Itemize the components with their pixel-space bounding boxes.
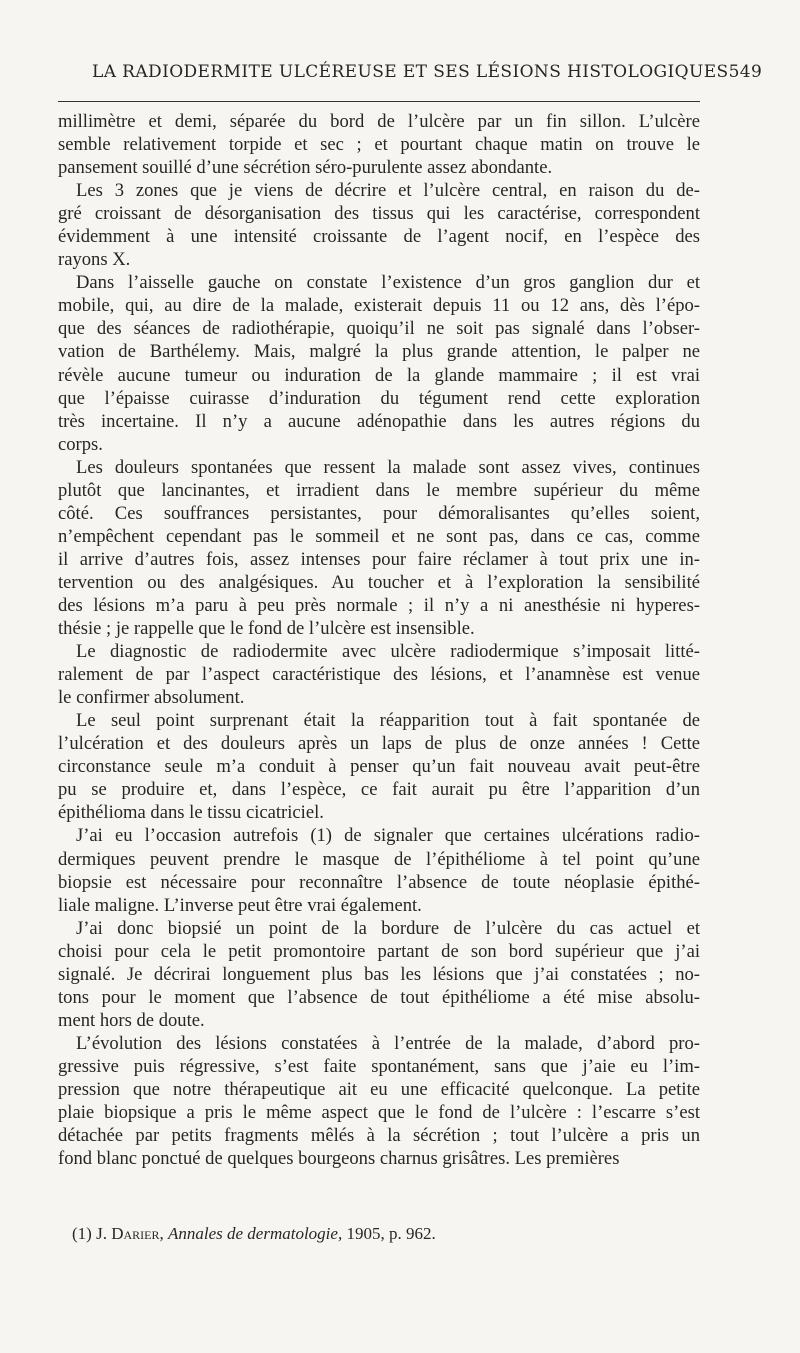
text-line: n’empêchent cependant pas le sommeil et ne sont pas, dans ce cas, comme xyxy=(58,525,700,547)
text-line: signalé. Je décrirai longuement plus bas les lésions que j’ai constatées ; no- xyxy=(58,963,700,985)
text-line: très incertaine. Il n’y a aucune adénopathie dans les autres régions du xyxy=(58,410,700,432)
text-line: Les douleurs spontanées que ressent la malade sont assez vives, continues xyxy=(76,456,700,478)
text-line: pansement souillé d’une sécrétion séro-purulente assez abondante. xyxy=(58,157,553,179)
running-title: LA RADIODERMITE ULCÉREUSE ET SES LÉSIONS HISTOLOGIQUES xyxy=(92,62,729,82)
text-line: mobile, qui, au dire de la malade, existerait depuis 11 ou 12 ans, dès l’épo- xyxy=(58,295,700,317)
footnote-author: J. Darier, xyxy=(96,1224,164,1243)
text-line: gré croissant de désorganisation des tissus qui les caractérise, correspondent xyxy=(58,203,700,225)
text-line: vation de Barthélemy. Mais, malgré la plus grande attention, le palper ne xyxy=(58,341,700,363)
text-line: J’ai donc biopsié un point de la bordure de l’ulcère du cas actuel et xyxy=(76,917,700,939)
text-line: Dans l’aisselle gauche on constate l’existence d’un gros ganglion dur et xyxy=(76,272,700,294)
text-line: Le diagnostic de radiodermite avec ulcère radiodermique s’imposait litté- xyxy=(76,641,700,663)
text-line: tons pour le moment que l’absence de tout épithéliome a été mise absolu- xyxy=(58,986,700,1008)
text-line: pression que notre thérapeutique ait eu une efficacité quelconque. La petite xyxy=(58,1078,700,1100)
text-line: ment hors de doute. xyxy=(58,1009,205,1031)
text-line: choisi pour cela le petit promontoire partant de son bord supérieur que j’ai xyxy=(58,940,700,962)
text-line: plaie biopsique a pris le même aspect que le fond de l’ulcère : l’escarre s’est xyxy=(58,1102,700,1124)
text-line: Le seul point surprenant était la réapparition tout à fait spontanée de xyxy=(76,710,700,732)
text-line: révèle aucune tumeur ou induration de la glande mammaire ; il est vrai xyxy=(58,364,700,386)
text-line: gressive puis régressive, s’est faite spontanément, sans que j’aie eu l’im- xyxy=(58,1055,700,1077)
text-line: thésie ; je rappelle que le fond de l’ulcère est insensible. xyxy=(58,618,475,640)
text-line: pu se produire et, dans l’espèce, ce fait aurait pu être l’apparition d’un xyxy=(58,779,700,801)
text-line: que l’épaisse cuirasse d’induration du tégument rend cette exploration xyxy=(58,387,700,409)
footnote-marker: (1) xyxy=(72,1224,92,1243)
text-line: J’ai eu l’occasion autrefois (1) de signaler que certaines ulcérations radio- xyxy=(76,825,700,847)
running-header xyxy=(92,62,763,82)
text-line: il arrive d’autres fois, assez intenses pour faire réclamer à tout prix une in- xyxy=(58,548,700,570)
text-line: tervention ou des analgésiques. Au toucher et à l’exploration la sensibilité xyxy=(58,571,700,593)
text-line: le confirmer absolument. xyxy=(58,687,245,709)
text-line: biopsie est nécessaire pour reconnaître l’absence de toute néoplasie épithé- xyxy=(58,871,700,893)
text-line: que des séances de radiothérapie, quoiqu’il ne soit pas signalé dans l’obser- xyxy=(58,318,700,340)
text-line: millimètre et demi, séparée du bord de l’ulcère par un fin sillon. L’ulcère xyxy=(58,111,700,132)
text-line: l’ulcération et des douleurs après un laps de plus de onze années ! Cette xyxy=(58,733,700,755)
text-line: détachée par petits fragments mêlés à la sécrétion ; tout l’ulcère a pris un xyxy=(58,1125,700,1147)
footnote xyxy=(72,1224,692,1244)
text-line: rayons X. xyxy=(58,249,131,271)
body-text xyxy=(58,110,700,1170)
header-rule xyxy=(58,101,700,102)
page-number: 549 xyxy=(728,62,763,82)
text-line: corps. xyxy=(58,433,103,455)
text-line: des lésions m’a paru à peu près normale ; il n’y a ni anesthésie ni hyperes- xyxy=(58,594,700,616)
text-line: fond blanc ponctué de quelques bourgeons charnus grisâtres. Les premières xyxy=(58,1148,620,1170)
footnote-journal: Annales de dermatologie, xyxy=(167,1224,343,1243)
footnote-citation: 1905, p. 962. xyxy=(346,1224,436,1243)
text-line: L’évolution des lésions constatées à l’entrée de la malade, d’abord pro- xyxy=(76,1032,700,1054)
text-line: côté. Ces souffrances persistantes, pour démoralisantes qu’elles soient, xyxy=(58,502,700,524)
text-line: circonstance seule m’a conduit à penser qu’un fait nouveau avait peut-être xyxy=(58,756,700,778)
text-line: semble relativement torpide et sec ; et pourtant chaque matin on trouve le xyxy=(58,134,700,156)
text-line: évidemment à une intensité croissante de l’agent nocif, en l’espèce des xyxy=(58,226,700,248)
text-line: ralement de par l’aspect caractéristique des lésions, et l’anamnèse est venue xyxy=(58,664,700,686)
text-line: liale maligne. L’inverse peut être vrai également. xyxy=(58,894,422,916)
text-line: Les 3 zones que je viens de décrire et l’ulcère central, en raison du de- xyxy=(76,180,700,202)
text-line: épithélioma dans le tissu cicatriciel. xyxy=(58,802,324,824)
text-line: plutôt que lancinantes, et irradient dans le membre supérieur du même xyxy=(58,479,700,501)
text-line: dermiques peuvent prendre le masque de l’épithéliome à tel point qu’une xyxy=(58,848,700,870)
